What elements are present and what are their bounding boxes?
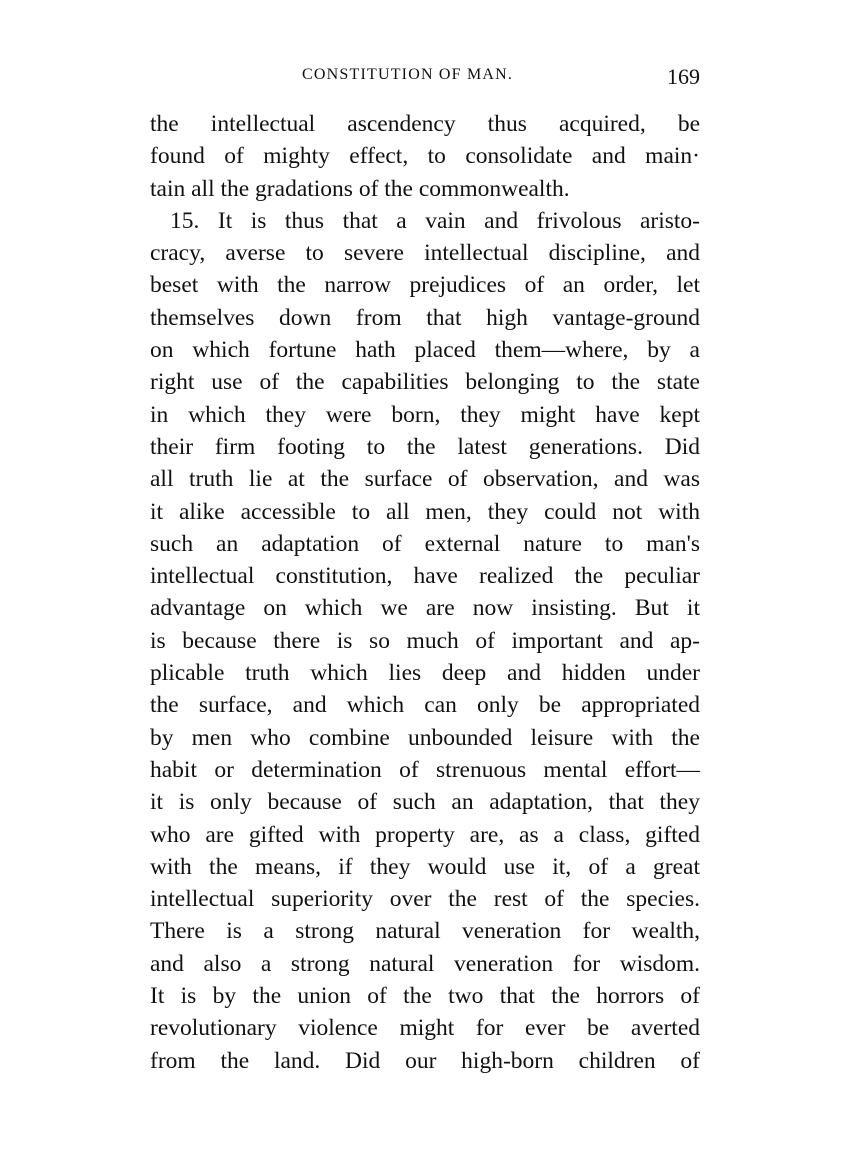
text-line: from the land. Did our high-born children of bbox=[150, 1047, 700, 1074]
page-number: 169 bbox=[667, 64, 700, 89]
paragraph-start-line: 15. It is thus that a vain and frivolous aristo- bbox=[170, 207, 700, 234]
text-line: There is a strong natural veneration for wealth, bbox=[150, 918, 700, 945]
text-line: beset with the narrow prejudices of an order, let bbox=[150, 272, 700, 299]
text-line: all truth lie at the surface of observation, and was bbox=[150, 466, 700, 493]
text-line: right use of the capabilities belonging to the state bbox=[150, 369, 700, 396]
text-line: by men who combine unbounded leisure with the bbox=[150, 724, 700, 751]
running-title: CONSTITUTION OF MAN. bbox=[302, 66, 514, 83]
text-line: cracy, averse to severe intellectual discipline, and bbox=[150, 240, 700, 267]
text-line: the surface, and which can only be appropriated bbox=[150, 692, 700, 719]
text-line: the intellectual ascendency thus acquired, be bbox=[150, 111, 700, 137]
text-line: it is only because of such an adaptation, that they bbox=[150, 789, 700, 816]
text-line: such an adaptation of external nature to man's bbox=[150, 530, 700, 557]
text-line: intellectual constitution, have realized the peculiar bbox=[150, 563, 700, 590]
text-line: is because there is so much of important and ap- bbox=[150, 627, 700, 654]
text-line: advantage on which we are now insisting. But it bbox=[150, 595, 700, 622]
text-line: on which fortune hath placed them—where, by a bbox=[150, 337, 700, 364]
body-text bbox=[150, 108, 700, 1077]
text-line: who are gifted with property are, as a class, gifted bbox=[150, 821, 700, 848]
text-line: and also a strong natural veneration for wisdom. bbox=[150, 950, 700, 977]
running-head bbox=[150, 62, 700, 92]
text-line: found of mighty effect, to consolidate and main· bbox=[150, 143, 700, 170]
text-line: habit or determination of strenuous mental effort— bbox=[150, 756, 700, 783]
text-line: it alike accessible to all men, they could not with bbox=[150, 498, 700, 525]
text-line: with the means, if they would use it, of a great bbox=[150, 853, 700, 880]
text-line: themselves down from that high vantage-ground bbox=[150, 304, 700, 331]
text-line: revolutionary violence might for ever be averted bbox=[150, 1015, 700, 1042]
text-line: plicable truth which lies deep and hidden under bbox=[150, 660, 700, 687]
text-line: intellectual superiority over the rest of the species. bbox=[150, 886, 700, 913]
text-line: in which they were born, they might have kept bbox=[150, 401, 700, 428]
text-line: It is by the union of the two that the horrors of bbox=[150, 983, 700, 1010]
text-line: tain all the gradations of the commonwealth. bbox=[150, 175, 570, 202]
text-line: their firm footing to the latest generations. Did bbox=[150, 433, 700, 460]
